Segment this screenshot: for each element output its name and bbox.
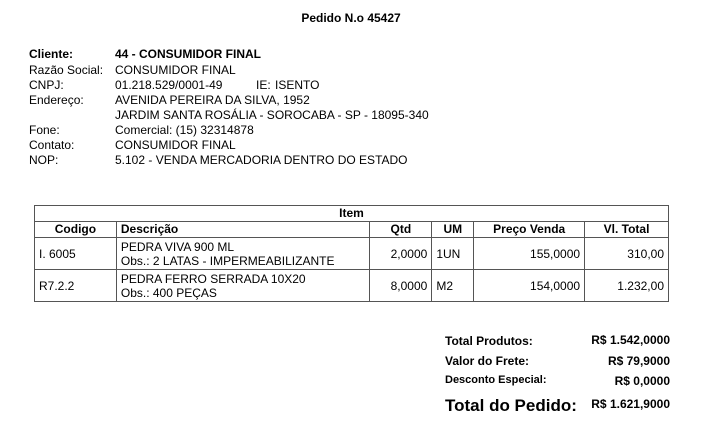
contato-label: Contato: bbox=[29, 138, 75, 152]
item-obs: Obs.: 2 LATAS - IMPERMEABILIZANTE bbox=[120, 253, 335, 268]
col-header-codigo: Codigo bbox=[35, 222, 117, 238]
total-pedido-label: Total do Pedido: bbox=[445, 396, 577, 415]
endereco-line1: AVENIDA PEREIRA DA SILVA, 1952 bbox=[115, 93, 310, 107]
cell-total: 310,00 bbox=[585, 238, 669, 270]
nop-value: 5.102 - VENDA MERCADORIA DENTRO DO ESTADO bbox=[115, 153, 408, 167]
cell-preco: 155,0000 bbox=[474, 238, 585, 270]
valor-frete-label: Valor do Frete: bbox=[445, 354, 530, 368]
ie-value: ISENTO bbox=[275, 78, 320, 92]
cnpj-label: CNPJ: bbox=[29, 78, 64, 92]
razao-social-label: Razão Social: bbox=[29, 63, 104, 77]
col-header-preco: Preço Venda bbox=[474, 222, 585, 238]
valor-frete-value: R$ 79,9000 bbox=[607, 354, 670, 368]
col-header-total: Vl. Total bbox=[585, 222, 669, 238]
razao-social-value: CONSUMIDOR FINAL bbox=[115, 63, 236, 77]
cliente-value: 44 - CONSUMIDOR FINAL bbox=[115, 47, 262, 61]
nop-label: NOP: bbox=[29, 153, 59, 167]
table-caption: Item bbox=[35, 206, 669, 222]
total-produtos-value: R$ 1.542,0000 bbox=[591, 333, 670, 347]
cell-codigo: R7.2.2 bbox=[35, 270, 117, 302]
endereco-line2: JARDIM SANTA ROSÁLIA - SOROCABA - SP - 18095-340 bbox=[115, 108, 429, 122]
cell-total: 1.232,00 bbox=[585, 270, 669, 302]
table-header-row bbox=[35, 222, 669, 238]
desconto-label: Desconto Especial: bbox=[445, 374, 547, 386]
ie-label: IE: bbox=[256, 78, 271, 92]
desconto-value: R$ 0,0000 bbox=[614, 374, 670, 388]
fone-label: Fone: bbox=[29, 123, 60, 137]
contato-value: CONSUMIDOR FINAL bbox=[115, 138, 236, 152]
endereco-label: Endereço: bbox=[29, 93, 84, 107]
total-pedido-value: R$ 1.621,9000 bbox=[591, 397, 670, 411]
cell-codigo: I. 6005 bbox=[35, 238, 117, 270]
cell-um: M2 bbox=[432, 270, 474, 302]
col-header-qtd: Qtd bbox=[370, 222, 432, 238]
cliente-label: Cliente: bbox=[29, 47, 74, 61]
total-produtos-label: Total Produtos: bbox=[445, 334, 533, 348]
fone-value: Comercial: (15) 32314878 bbox=[115, 123, 254, 137]
col-header-descricao: Descrição bbox=[116, 222, 370, 238]
cell-descricao bbox=[116, 238, 370, 270]
item-obs: Obs.: 400 PEÇAS bbox=[120, 285, 217, 300]
table-row bbox=[35, 270, 669, 302]
cell-preco: 154,0000 bbox=[474, 270, 585, 302]
table-row bbox=[35, 238, 669, 270]
cell-qtd: 8,0000 bbox=[370, 270, 432, 302]
item-description: PEDRA VIVA 900 ML bbox=[120, 239, 235, 254]
order-title: Pedido N.o 45427 bbox=[301, 11, 401, 25]
cnpj-value: 01.218.529/0001-49 bbox=[115, 78, 223, 92]
cell-um: 1UN bbox=[432, 238, 474, 270]
cell-qtd: 2,0000 bbox=[370, 238, 432, 270]
items-table bbox=[34, 205, 669, 302]
item-description: PEDRA FERRO SERRADA 10X20 bbox=[120, 271, 306, 286]
cell-descricao bbox=[116, 270, 370, 302]
col-header-um: UM bbox=[432, 222, 474, 238]
